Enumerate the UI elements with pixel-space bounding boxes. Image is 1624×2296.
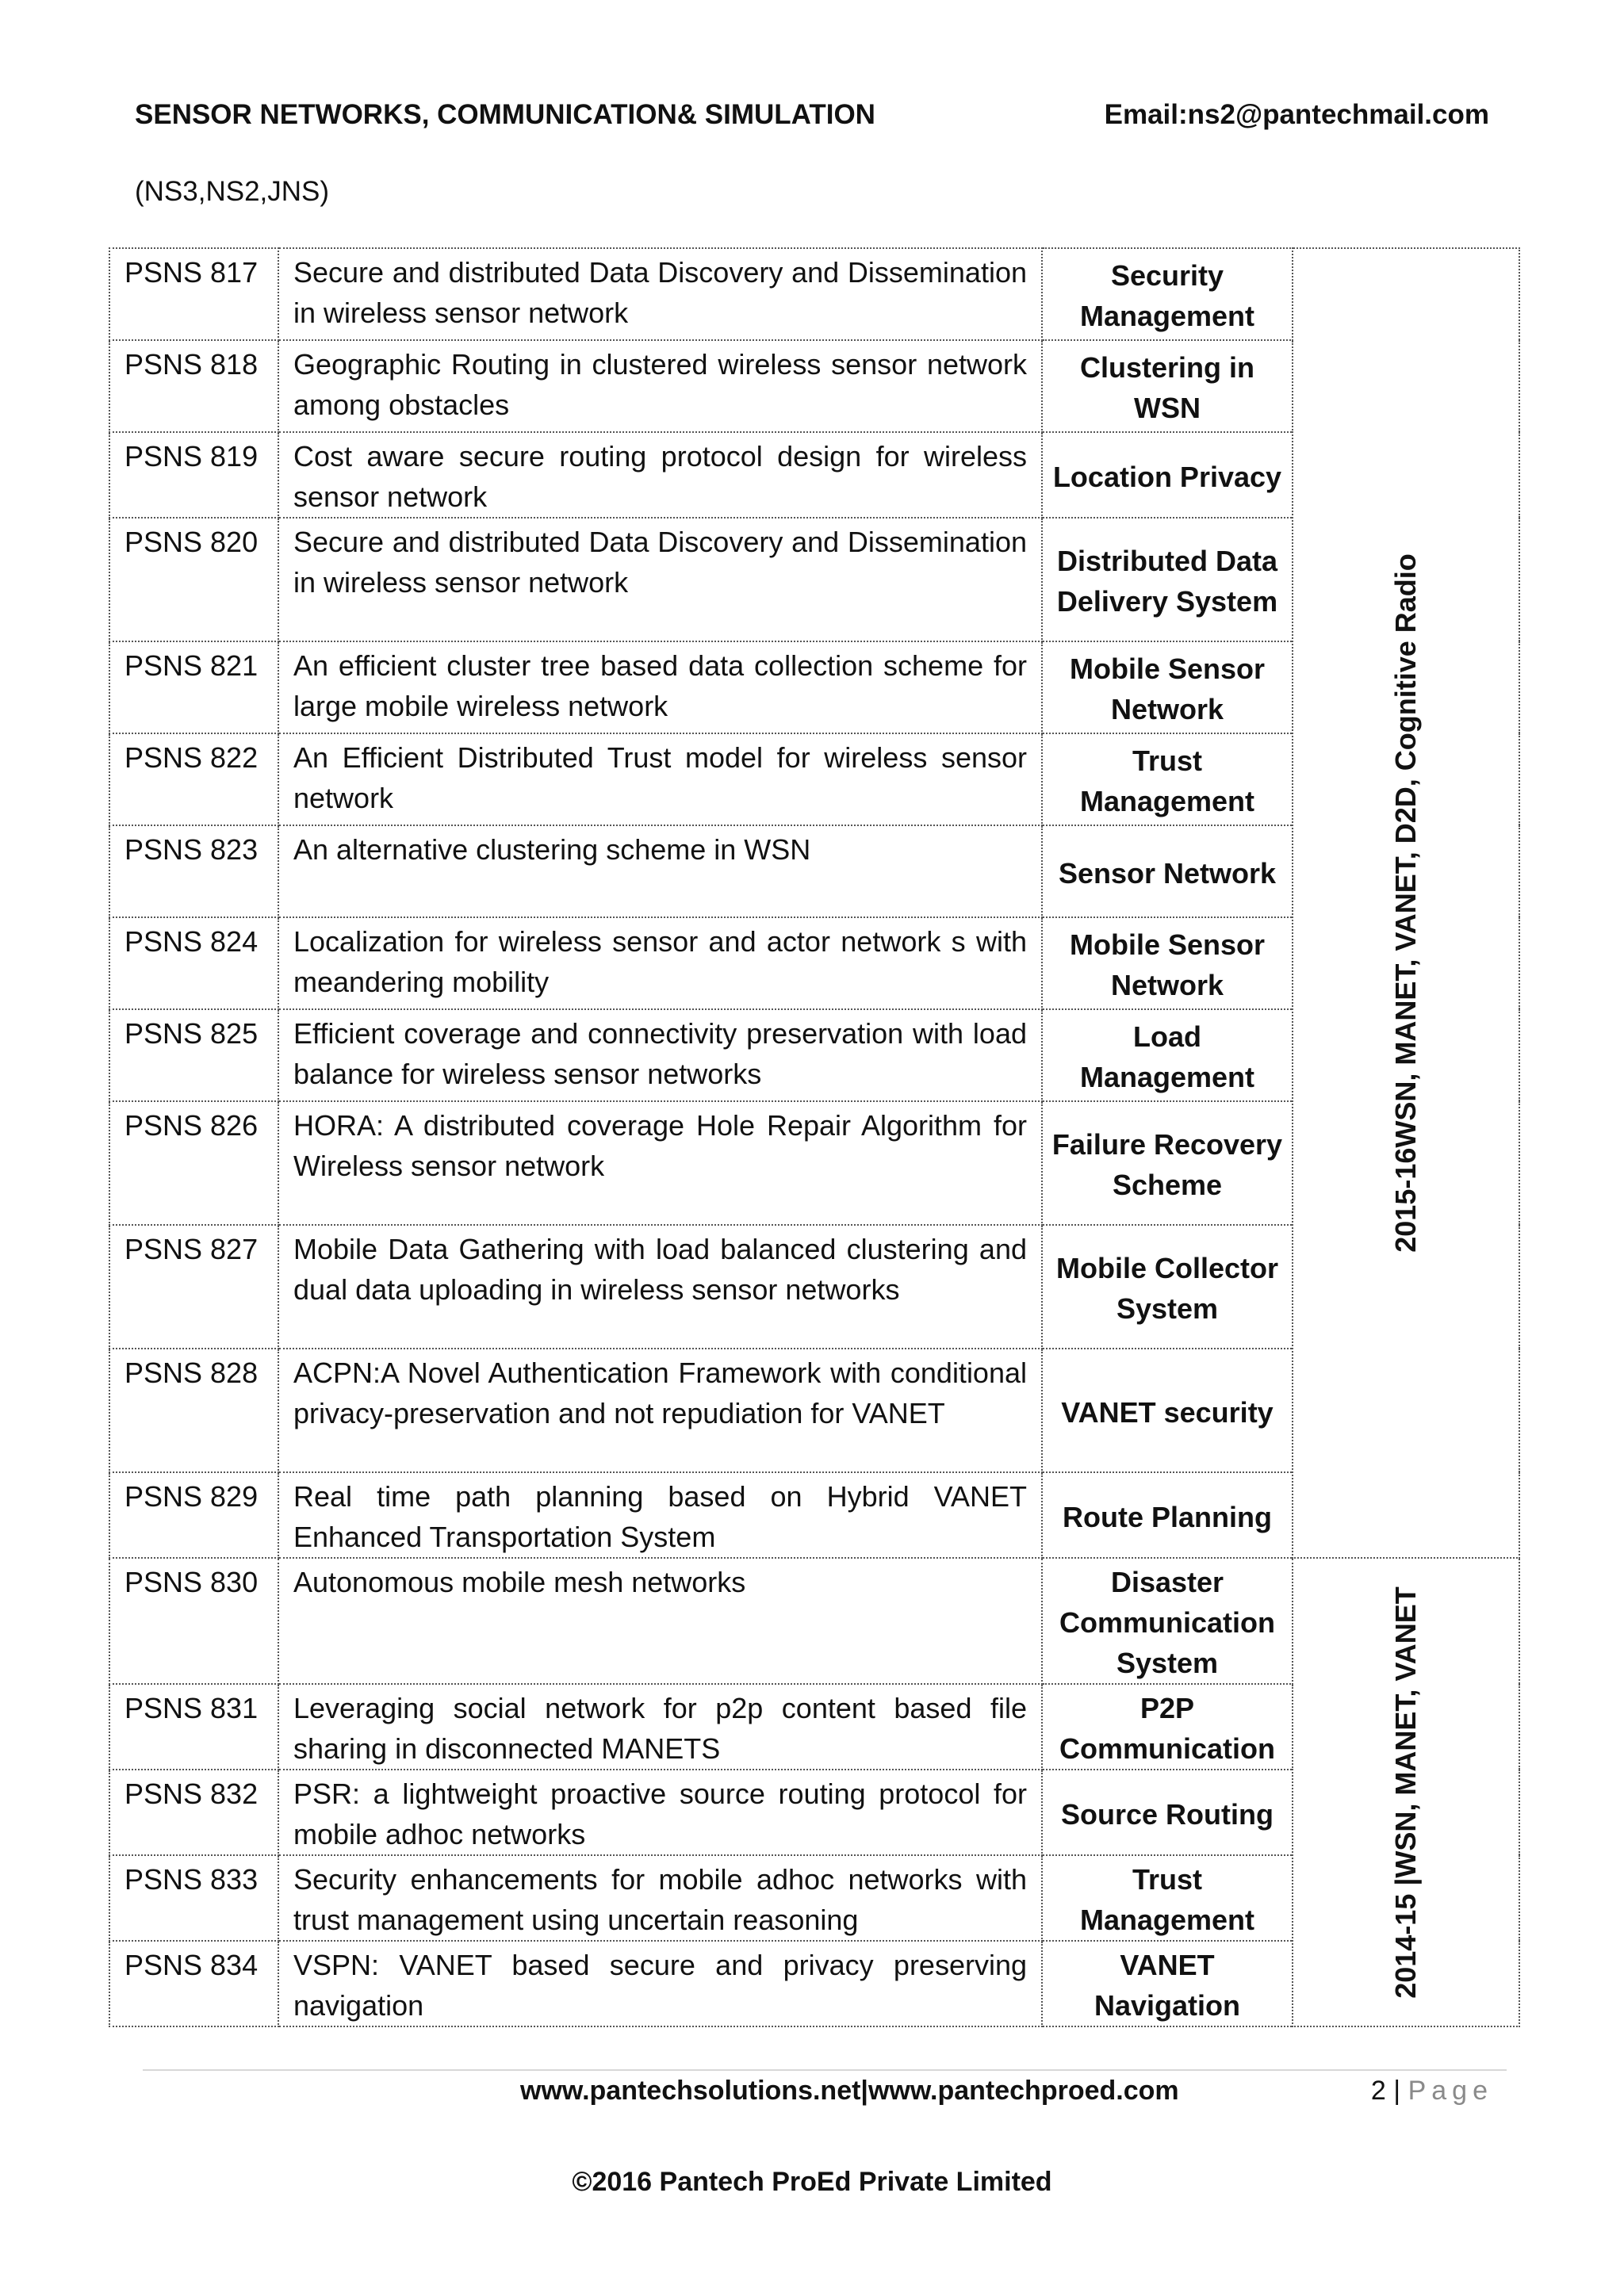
project-technology: Security Management — [1042, 248, 1293, 340]
project-title: ACPN:A Novel Authentication Framework with conditional privacy-preservation and not repudiation for VANET — [278, 1349, 1042, 1472]
project-technology: Failure Recovery Scheme — [1042, 1101, 1293, 1225]
project-technology: Location Privacy — [1042, 432, 1293, 518]
project-technology: Disaster Communication System — [1042, 1558, 1293, 1684]
project-code: PSNS 821 — [109, 641, 278, 733]
footer-links: www.pantechsolutions.net|www.pantechproed.com — [520, 2076, 1179, 2106]
project-technology: Trust Management — [1042, 1855, 1293, 1941]
project-code: PSNS 822 — [109, 733, 278, 825]
project-technology: VANET security — [1042, 1349, 1293, 1472]
project-technology: Trust Management — [1042, 733, 1293, 825]
project-technology: Mobile Sensor Network — [1042, 917, 1293, 1009]
table-row — [109, 248, 1519, 340]
project-technology: P2P Communication — [1042, 1684, 1293, 1770]
page-separator: | — [1393, 2076, 1401, 2106]
project-title: Autonomous mobile mesh networks — [278, 1558, 1042, 1684]
project-title: VSPN: VANET based secure and privacy preserving navigation — [278, 1941, 1042, 2026]
page-number-value: 2 — [1370, 2076, 1386, 2106]
project-title: An alternative clustering scheme in WSN — [278, 825, 1042, 917]
project-table — [109, 247, 1520, 2027]
project-title: Efficient coverage and connectivity preservation with load balance for wireless sensor networks — [278, 1009, 1042, 1101]
project-code: PSNS 830 — [109, 1558, 278, 1684]
project-code: PSNS 827 — [109, 1225, 278, 1349]
copyright-notice: ©2016 Pantech ProEd Private Limited — [572, 2167, 1052, 2197]
project-title: PSR: a lightweight proactive source routing protocol for mobile adhoc networks — [278, 1770, 1042, 1855]
project-title: Real time path planning based on Hybrid VANET Enhanced Transportation System — [278, 1472, 1042, 1558]
page-number — [1371, 2076, 1493, 2107]
project-code: PSNS 829 — [109, 1472, 278, 1558]
document-title: SENSOR NETWORKS, COMMUNICATION& SIMULATION — [135, 99, 875, 130]
project-technology: Mobile Sensor Network — [1042, 641, 1293, 733]
project-technology: Source Routing — [1042, 1770, 1293, 1855]
simulator-list: (NS3,NS2,JNS) — [135, 176, 330, 207]
project-title: Leveraging social network for p2p content based file sharing in disconnected MANETS — [278, 1684, 1042, 1770]
project-code: PSNS 819 — [109, 432, 278, 518]
project-title: HORA: A distributed coverage Hole Repair Algorithm for Wireless sensor network — [278, 1101, 1042, 1225]
project-technology: Distributed Data Delivery System — [1042, 518, 1293, 641]
project-title: Secure and distributed Data Discovery and Dissemination in wireless sensor network — [278, 518, 1042, 641]
footer-divider — [143, 2069, 1507, 2071]
project-code: PSNS 833 — [109, 1855, 278, 1941]
project-code: PSNS 820 — [109, 518, 278, 641]
project-title: Localization for wireless sensor and actor network s with meandering mobility — [278, 917, 1042, 1009]
project-code: PSNS 834 — [109, 1941, 278, 2026]
contact-email: Email:ns2@pantechmail.com — [1104, 99, 1489, 130]
year-group-label: 2015-16WSN, MANET, VANET, D2D, Cognitive Radio — [1389, 553, 1422, 1253]
year-group-label: 2014-15 |WSN, MANET, VANET — [1389, 1586, 1422, 1999]
project-title: Security enhancements for mobile adhoc networks with trust management using uncertain reasoning — [278, 1855, 1042, 1941]
project-code: PSNS 818 — [109, 340, 278, 432]
project-code: PSNS 828 — [109, 1349, 278, 1472]
year-group-2015-16 — [1293, 248, 1519, 1558]
page-word: Page — [1408, 2076, 1493, 2106]
project-code: PSNS 823 — [109, 825, 278, 917]
project-technology: Route Planning — [1042, 1472, 1293, 1558]
project-technology: Clustering in WSN — [1042, 340, 1293, 432]
project-code: PSNS 826 — [109, 1101, 278, 1225]
project-title: An efficient cluster tree based data collection scheme for large mobile wireless network — [278, 641, 1042, 733]
year-group-2014-15 — [1293, 1558, 1519, 2026]
project-title: Secure and distributed Data Discovery and Dissemination in wireless sensor network — [278, 248, 1042, 340]
project-technology: Sensor Network — [1042, 825, 1293, 917]
project-title: An Efficient Distributed Trust model for wireless sensor network — [278, 733, 1042, 825]
project-code: PSNS 824 — [109, 917, 278, 1009]
table-row — [109, 1558, 1519, 1684]
project-code: PSNS 832 — [109, 1770, 278, 1855]
project-code: PSNS 831 — [109, 1684, 278, 1770]
project-title: Geographic Routing in clustered wireless sensor network among obstacles — [278, 340, 1042, 432]
page-header — [135, 99, 1489, 139]
project-title: Cost aware secure routing protocol design for wireless sensor network — [278, 432, 1042, 518]
project-code: PSNS 825 — [109, 1009, 278, 1101]
project-title: Mobile Data Gathering with load balanced clustering and dual data uploading in wireless sensor networks — [278, 1225, 1042, 1349]
project-code: PSNS 817 — [109, 248, 278, 340]
project-technology: VANET Navigation — [1042, 1941, 1293, 2026]
project-technology: Mobile Collector System — [1042, 1225, 1293, 1349]
project-technology: Load Management — [1042, 1009, 1293, 1101]
